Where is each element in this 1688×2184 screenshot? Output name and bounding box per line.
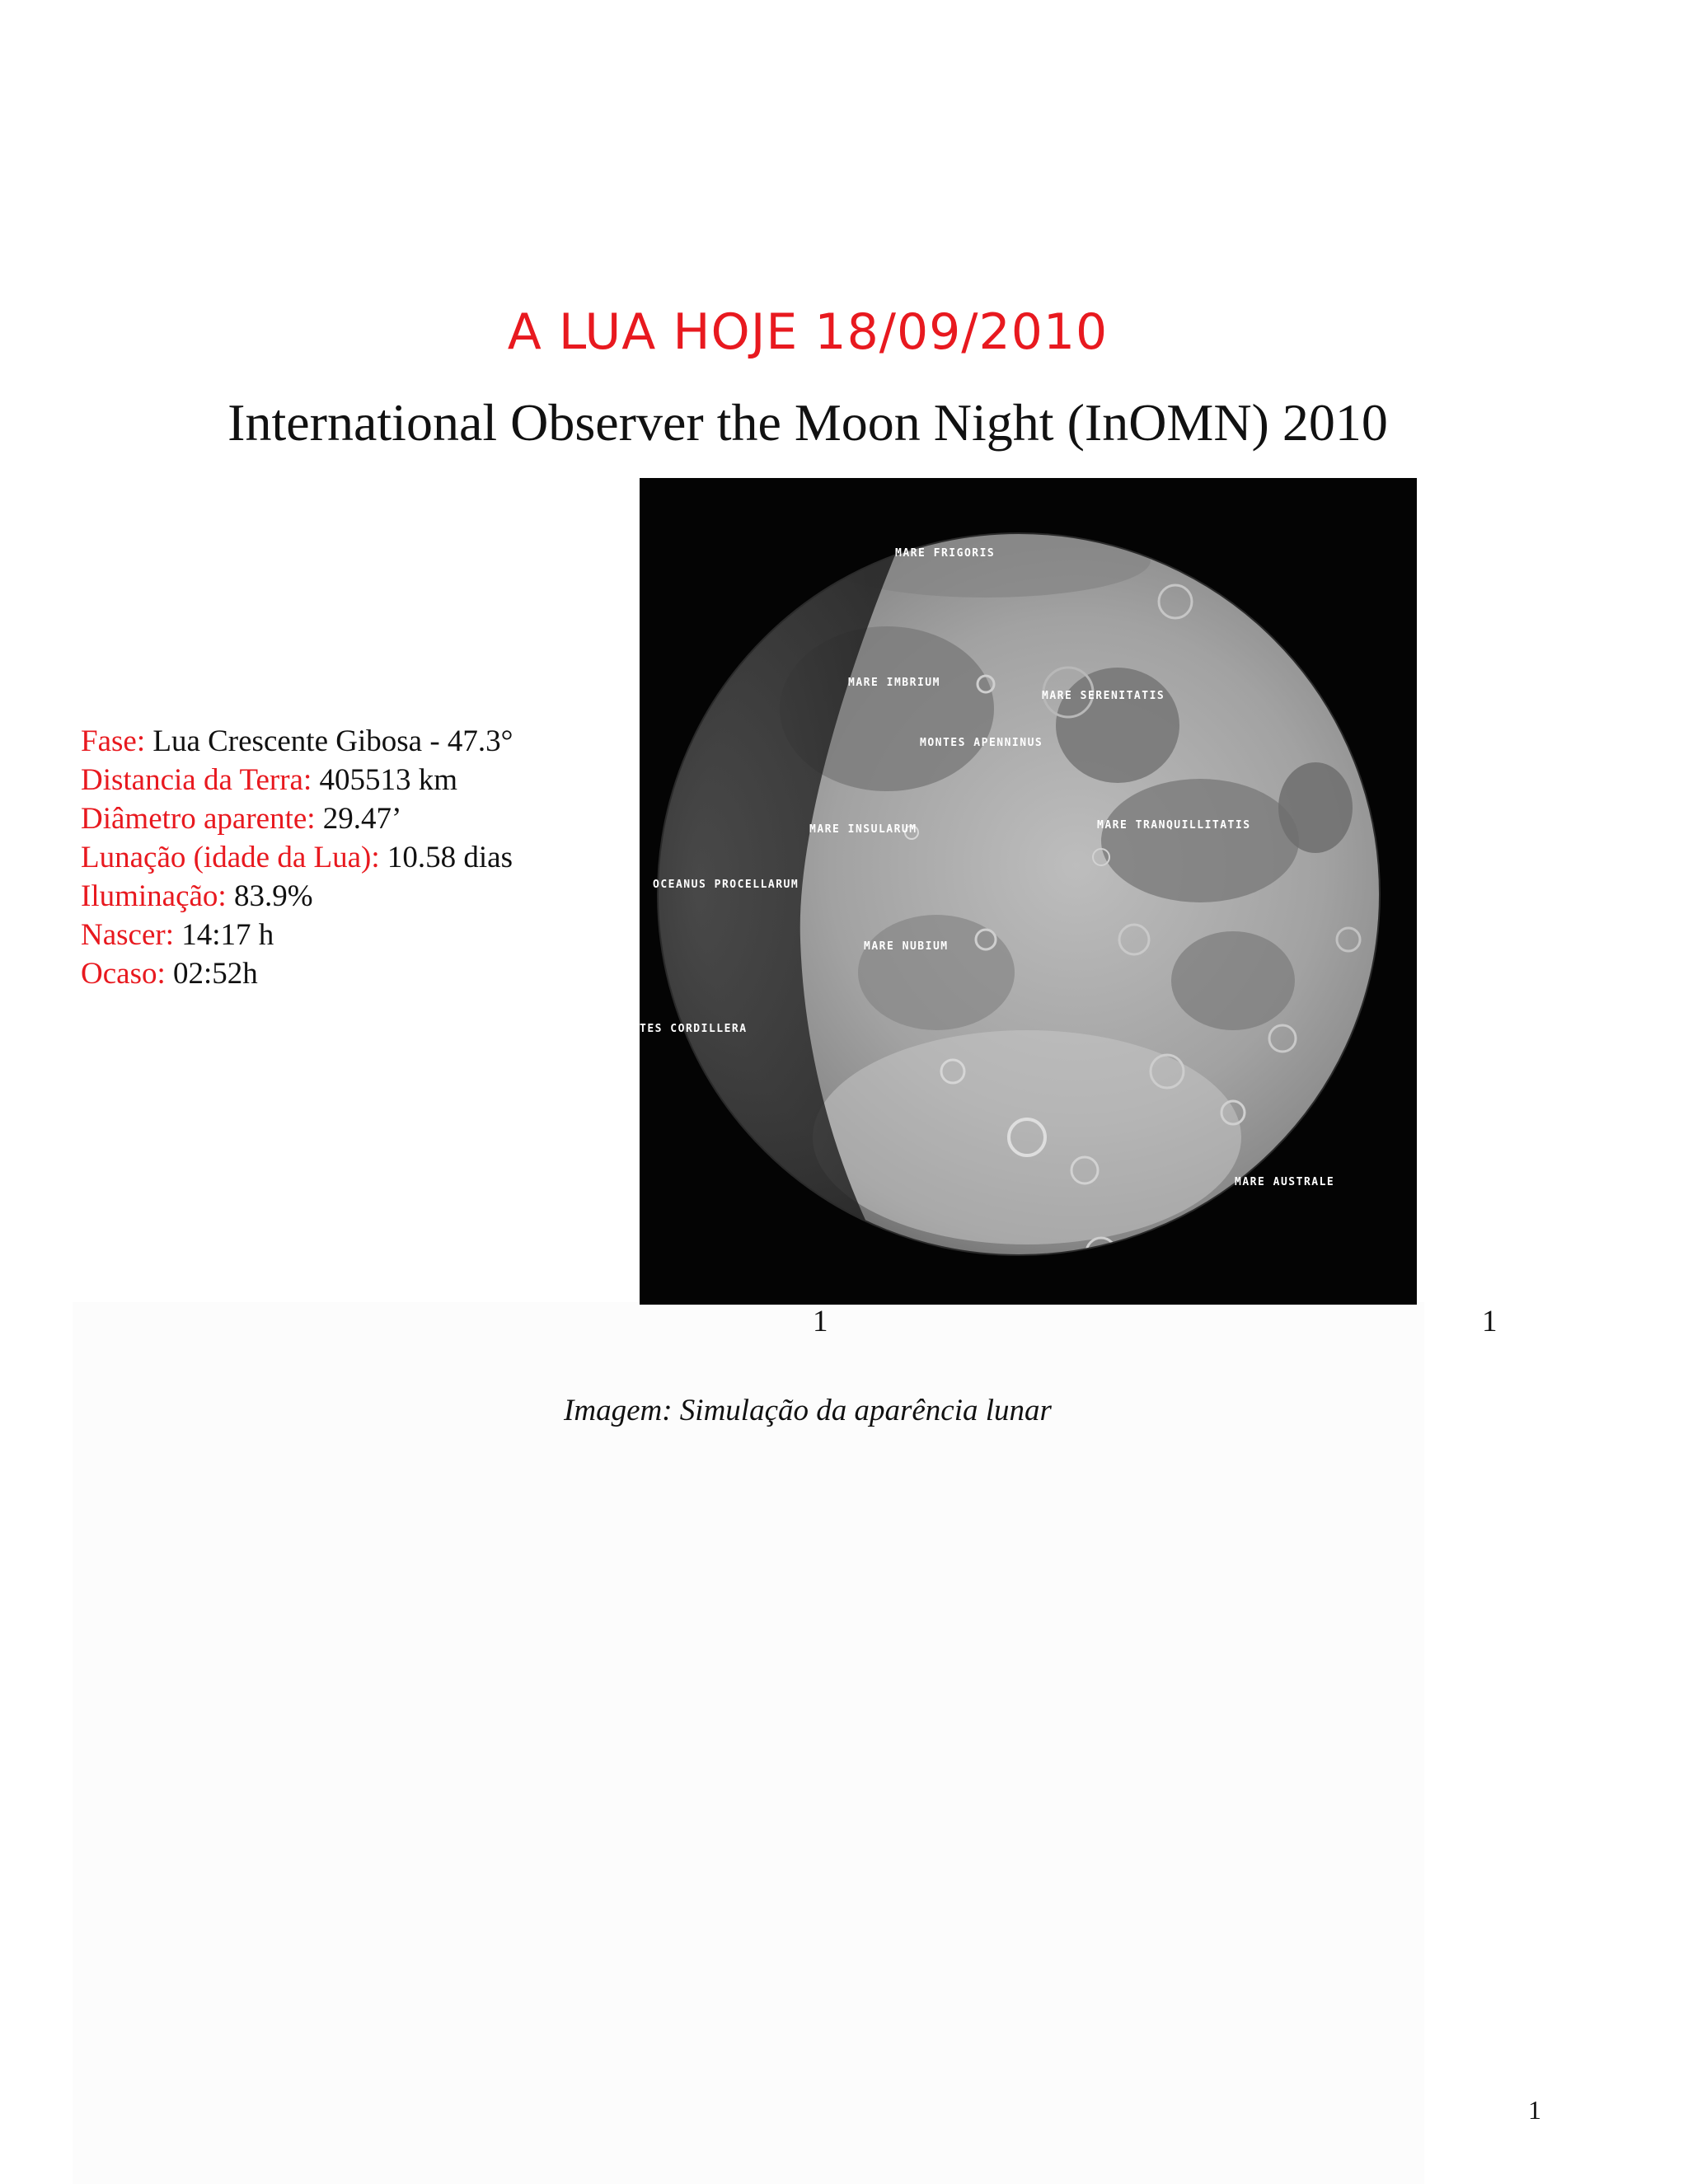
info-value: 02:52h bbox=[173, 957, 258, 991]
page-number: 1 bbox=[1528, 2095, 1541, 2125]
info-label: Distancia da Terra: bbox=[81, 763, 312, 797]
label-mare-imbrium: MARE IMBRIUM bbox=[848, 677, 940, 689]
info-row-moonrise bbox=[81, 916, 513, 954]
moon-image bbox=[640, 478, 1417, 1305]
info-label: Ocaso: bbox=[81, 957, 166, 991]
label-montes-cordillera: TES CORDILLERA bbox=[640, 1023, 748, 1035]
info-row-distance bbox=[81, 761, 513, 799]
info-row-phase bbox=[81, 722, 513, 761]
image-caption: Imagem: Simulação da aparência lunar bbox=[564, 1394, 1052, 1427]
label-oceanus-procellarum: OCEANUS PROCELLARUM bbox=[653, 879, 799, 891]
label-mare-australe: MARE AUSTRALE bbox=[1235, 1176, 1335, 1188]
label-mare-nubium: MARE NUBIUM bbox=[864, 940, 949, 953]
label-mare-serenitatis: MARE SERENITATIS bbox=[1042, 690, 1165, 702]
info-value: 14:17 h bbox=[181, 918, 274, 952]
info-label: Lunação (idade da Lua): bbox=[81, 841, 380, 874]
label-mare-tranquillitatis: MARE TRANQUILLITATIS bbox=[1097, 819, 1251, 832]
moon-info-list bbox=[81, 722, 513, 993]
info-label: Diâmetro aparente: bbox=[81, 802, 316, 836]
label-montes-apenninus: MONTES APENNINUS bbox=[920, 737, 1043, 749]
info-label: Iluminação: bbox=[81, 879, 227, 913]
info-value: Lua Crescente Gibosa - 47.3° bbox=[152, 724, 513, 758]
page-background bbox=[73, 1302, 1424, 2184]
info-value: 10.58 dias bbox=[387, 841, 513, 874]
page-subtitle: International Observer the Moon Night (InOMN) 2010 bbox=[227, 393, 1388, 452]
info-row-illumination bbox=[81, 877, 513, 916]
info-value: 83.9% bbox=[233, 879, 313, 913]
info-row-lunation bbox=[81, 838, 513, 877]
info-label: Nascer: bbox=[81, 918, 174, 952]
info-label: Fase: bbox=[81, 724, 146, 758]
label-mare-frigoris: MARE FRIGORIS bbox=[895, 547, 996, 560]
label-mare-insularum: MARE INSULARUM bbox=[809, 823, 917, 836]
info-row-diameter bbox=[81, 799, 513, 838]
info-value: 405513 km bbox=[319, 763, 458, 797]
figure-number: 1 bbox=[1482, 1305, 1498, 1338]
info-row-moonset bbox=[81, 954, 513, 993]
page-title: A LUA HOJE 18/09/2010 bbox=[507, 303, 1109, 361]
info-value: 29.47’ bbox=[322, 802, 402, 836]
figure-number: 1 bbox=[813, 1305, 828, 1338]
moon-illustration bbox=[640, 478, 1417, 1305]
